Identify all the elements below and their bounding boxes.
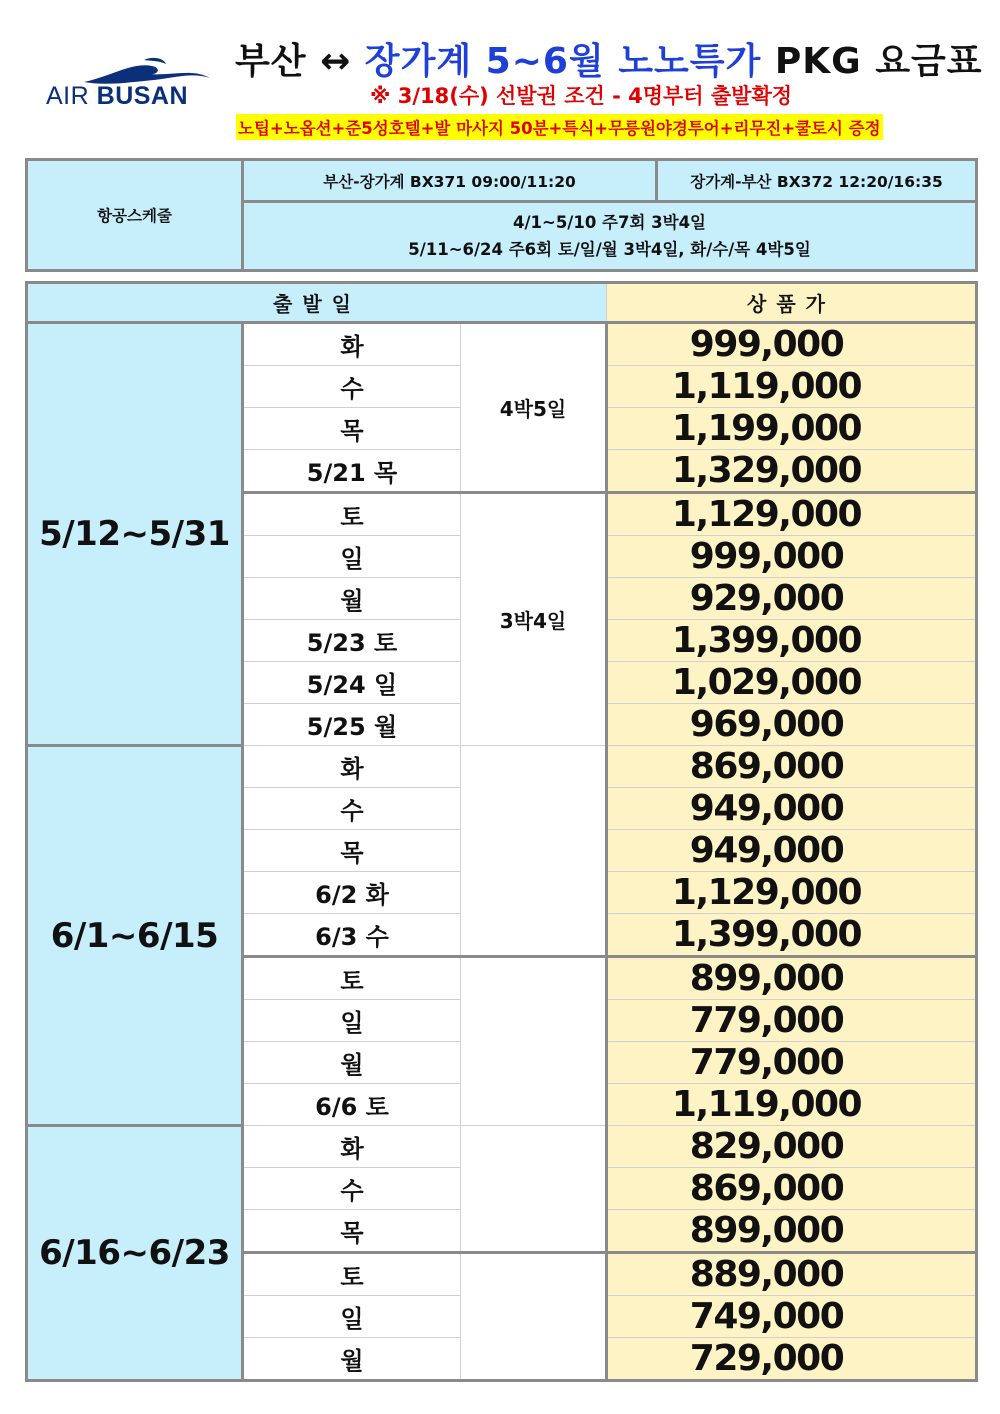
price-cell: 1,119,000	[607, 366, 977, 408]
fare-row	[27, 1126, 977, 1168]
departure-day-cell: 토	[243, 1253, 461, 1296]
price-cell: 1,119,000	[607, 1084, 977, 1126]
departure-day-cell: 월	[243, 1042, 461, 1084]
price-cell: 949,000	[607, 788, 977, 830]
departure-day-cell: 5/23 토	[243, 620, 461, 662]
operation-schedule	[243, 202, 977, 271]
departure-date-header: 출발일	[27, 283, 607, 323]
price-cell: 949,000	[607, 830, 977, 872]
departure-day-cell: 수	[243, 366, 461, 408]
price-cell: 999,000	[607, 323, 977, 366]
price-cell: 729,000	[607, 1338, 977, 1381]
price-cell: 1,329,000	[607, 450, 977, 493]
outbound-flight: 부산-장가계 BX371 09:00/11:20	[243, 160, 657, 202]
price-cell: 1,399,000	[607, 914, 977, 957]
price-cell: 999,000	[607, 536, 977, 578]
departure-day-cell: 6/6 토	[243, 1084, 461, 1126]
flight-schedule-table	[25, 158, 978, 272]
page-title: 부산 ↔ 장가계 5~6월 노노특가 PKG 요금표	[235, 41, 983, 82]
departure-day-cell: 6/2 화	[243, 872, 461, 914]
price-cell: 899,000	[607, 957, 977, 1000]
price-cell: 1,129,000	[607, 872, 977, 914]
departure-day-cell: 수	[243, 1168, 461, 1210]
trip-duration-cell	[461, 1253, 607, 1381]
logo-wordmark: AIR BUSAN	[46, 82, 189, 110]
departure-day-cell: 일	[243, 1296, 461, 1338]
departure-day-cell: 5/24 일	[243, 662, 461, 704]
departure-day-cell: 5/25 월	[243, 704, 461, 746]
departure-day-cell: 화	[243, 323, 461, 366]
fare-table	[25, 281, 978, 1382]
trip-duration-cell	[461, 746, 607, 957]
price-cell: 869,000	[607, 1168, 977, 1210]
trip-duration-cell: 4박5일	[461, 323, 607, 493]
price-cell: 869,000	[607, 746, 977, 788]
departure-day-cell: 토	[243, 957, 461, 1000]
departure-day-cell: 화	[243, 746, 461, 788]
price-cell: 779,000	[607, 1042, 977, 1084]
trip-duration-cell	[461, 1126, 607, 1253]
trip-duration-cell	[461, 957, 607, 1126]
period-cell: 6/1~6/15	[27, 746, 243, 1126]
departure-day-cell: 목	[243, 830, 461, 872]
price-cell: 1,029,000	[607, 662, 977, 704]
air-busan-logo	[42, 56, 214, 116]
operation-line: 4/1~5/10 주7회 3박4일	[513, 213, 706, 233]
departure-day-cell: 월	[243, 578, 461, 620]
departure-day-cell: 5/21 목	[243, 450, 461, 493]
price-cell: 899,000	[607, 1210, 977, 1253]
price-cell: 929,000	[607, 578, 977, 620]
departure-day-cell: 목	[243, 1210, 461, 1253]
price-cell: 889,000	[607, 1253, 977, 1296]
fare-row	[27, 746, 977, 788]
departure-day-cell: 수	[243, 788, 461, 830]
price-cell: 749,000	[607, 1296, 977, 1338]
price-cell: 779,000	[607, 1000, 977, 1042]
departure-day-cell: 일	[243, 1000, 461, 1042]
period-cell: 5/12~5/31	[27, 323, 243, 746]
departure-day-cell: 월	[243, 1338, 461, 1381]
booking-condition: ※ 3/18(수) 선발권 조건 - 4명부터 출발확정	[370, 84, 793, 108]
inbound-flight: 장가계-부산 BX372 12:20/16:35	[657, 160, 977, 202]
operation-line: 5/11~6/24 주6회 토/일/월 3박4일, 화/수/목 4박5일	[408, 240, 811, 260]
departure-day-cell: 토	[243, 493, 461, 536]
departure-day-cell: 일	[243, 536, 461, 578]
price-cell: 1,199,000	[607, 408, 977, 450]
price-cell: 829,000	[607, 1126, 977, 1168]
departure-day-cell: 화	[243, 1126, 461, 1168]
period-cell: 6/16~6/23	[27, 1126, 243, 1381]
departure-day-cell: 6/3 수	[243, 914, 461, 957]
price-header: 상품가	[607, 283, 977, 323]
price-cell: 1,129,000	[607, 493, 977, 536]
fare-row	[27, 323, 977, 366]
flight-schedule-label: 항공스케줄	[27, 160, 243, 271]
package-inclusions: 노팁+노옵션+준5성호텔+발 마사지 50분+특식+무릉원야경투어+리무진+쿨토시 증정	[236, 114, 883, 140]
price-cell: 969,000	[607, 704, 977, 746]
trip-duration-cell: 3박4일	[461, 493, 607, 746]
departure-day-cell: 목	[243, 408, 461, 450]
price-cell: 1,399,000	[607, 620, 977, 662]
fare-table-header	[27, 283, 977, 323]
